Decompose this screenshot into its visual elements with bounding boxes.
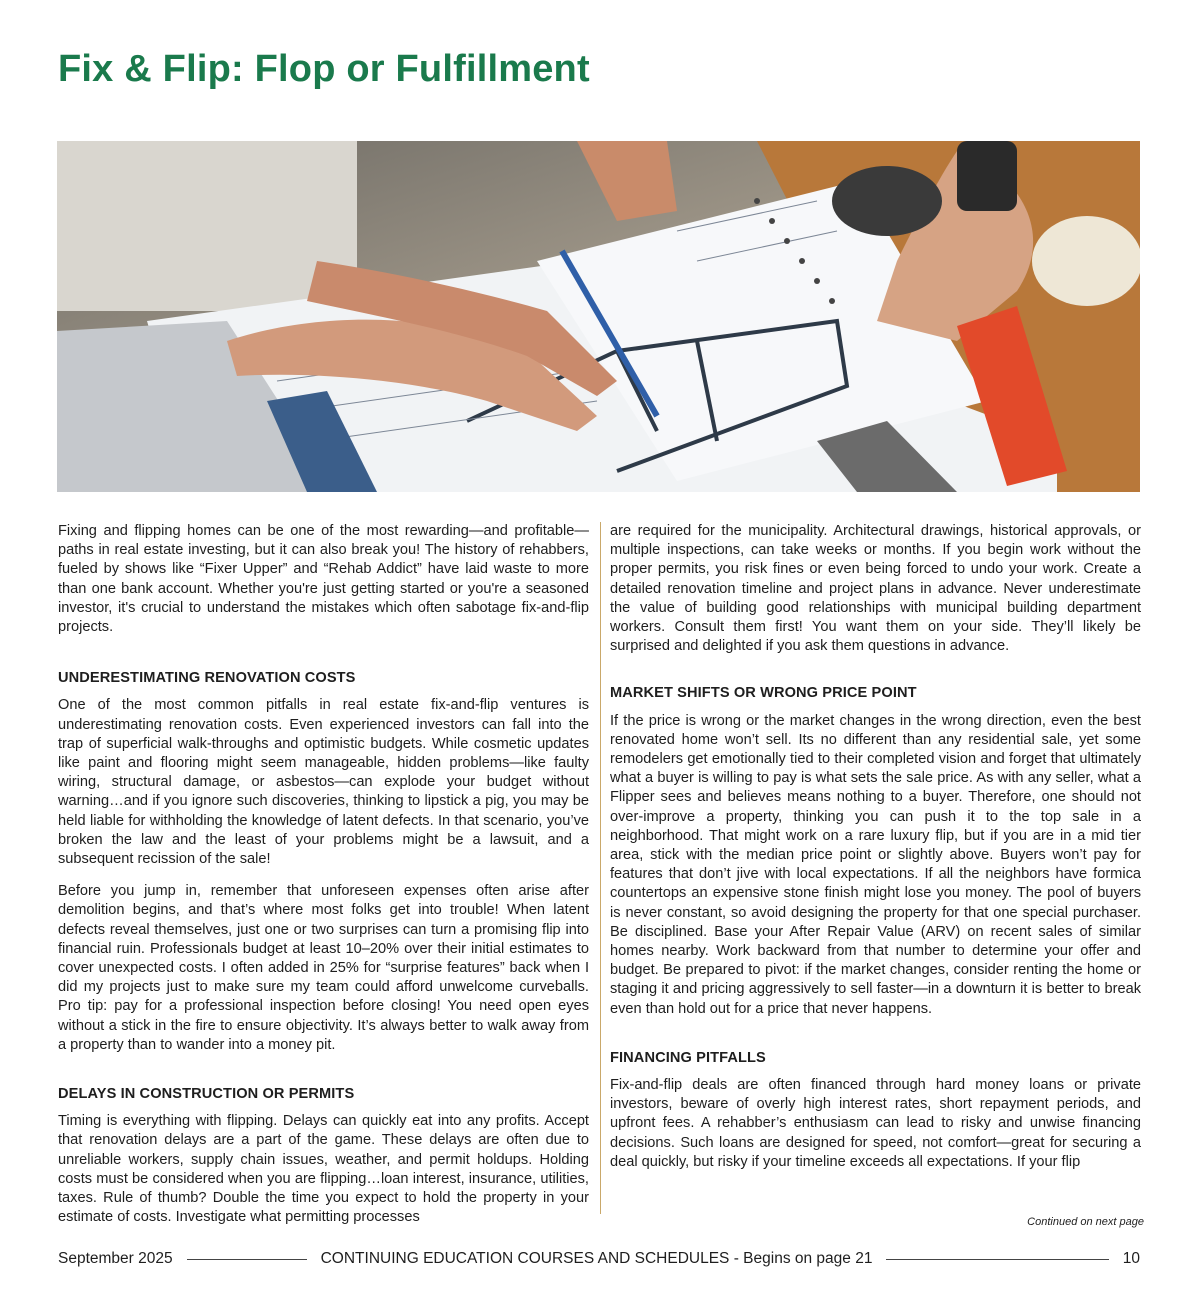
right-column — [610, 522, 1141, 1185]
footer-date: September 2025 — [58, 1250, 173, 1267]
section-paragraph: One of the most common pitfalls in real estate fix-and-flip ventures is underestimating renovation costs. Even experienced investors can fall into the trap of superficial walk-throughs and optimistic budgets. While cosmetic updates like paint and flooring might seem manageable, hidden problems—like faulty wiring, structural damage, or asbestos—can explode your budget without warning…and if you ignore such discoveries, thinking to lipstick a pig, you may be held liable for withholding the knowledge of latent defects. In that scenario, you’ve broken the law and the least of your problems might be a lawsuit, and a subsequent recission of the sale! — [58, 697, 589, 868]
blueprint-photo — [57, 141, 1140, 492]
section-heading: UNDERESTIMATING RENOVATION COSTS — [58, 670, 356, 687]
page-footer — [58, 1248, 1140, 1270]
intro-paragraph: Fixing and flipping homes can be one of the most rewarding—and profitable—paths in real estate investing, but it can also break you! The history of rehabbers, fueled by shows like “Fixer Upper” and “Rehab Addict” have laid waste to more than one bank account. Whether you're just getting started or you're a seasoned investor, it's crucial to understand the mistakes which often sabotage fix-and-flip projects. — [58, 523, 589, 636]
page-number: 10 — [1122, 1250, 1140, 1267]
section-heading: DELAYS IN CONSTRUCTION OR PERMITS — [58, 1086, 355, 1103]
column-divider — [600, 522, 601, 1214]
footer-rule — [886, 1259, 1108, 1260]
section-paragraph: Timing is everything with flipping. Delays can quickly eat into any profits. Accept that renovation delays are a part of the game. These delays are often due to unreliable workers, supply chain issues, weather, and permit holdups. Holding costs must be considered when you are flipping…loan interest, insurance, utilities, taxes. Rule of thumb? Double the time you expect to hold the property in your estimate of costs. Investigate what permitting processes — [58, 1113, 589, 1226]
section-heading: MARKET SHIFTS OR WRONG PRICE POINT — [610, 685, 917, 702]
section-paragraph: Fix-and-flip deals are often financed through hard money loans or private investors, beware of overly high interest rates, short repayment periods, and upfront fees. A rehabber’s enthusiasm can lead to risky and unwise financing decisions. Such loans are designed for speed, not comfort—great for securing a deal quickly, but risky if your timeline exceeds all expectations. If your flip — [610, 1077, 1141, 1170]
left-column — [58, 522, 589, 1241]
section-paragraph: Before you jump in, remember that unforeseen expenses often arise after demolition begins, and that’s where most folks get into trouble! When latent defects reveal themselves, just one or two surprises can turn a promising flip into financial ruin. Professionals budget at least 10–20% over their initial estimates to cover unexpected costs. I often added in 25% for “surprise features” back when I did my projects just to make sure my team could afford unwelcome curveballs. Pro tip: pay for a professional inspection before closing! You need open eyes without a stick in the fire to ensure objectivity. It’s always better to walk away from a property than to wander into a money pit. — [58, 883, 589, 1053]
footer-center-text: CONTINUING EDUCATION COURSES AND SCHEDULES - Begins on page 21 — [320, 1250, 873, 1267]
continuation-paragraph: are required for the municipality. Architectural drawings, historical approvals, or multiple inspections, can take weeks or months. If you begin work without the proper permits, you risk fines or even being forced to undo your work. Create a detailed renovation timeline and project plans in advance. Never underestimate the value of building good relationships with municipal building department workers. Consult them first! You want them on your side. They’ll likely be surprised and delighted if you ask them questions in advance. — [610, 523, 1141, 655]
continued-note: Continued on next page — [1027, 1216, 1144, 1228]
article-title: Fix & Flip: Flop or Fulfillment — [58, 48, 590, 90]
section-heading: FINANCING PITFALLS — [610, 1049, 766, 1066]
footer-rule — [187, 1259, 307, 1260]
section-paragraph: If the price is wrong or the market changes in the wrong direction, even the best renovated home won’t sell. Its no different than any residential sale, yet some remodelers get emotionally tied to their completed vision and forget that ultimately what a buyer is willing to pay is what sets the sale price. As with any seller, what a Flipper sees and believes means nothing to a buyer. Therefore, one should not over-improve a property, thinking you can push it to the top sale in a neighborhood. That might work on a rare luxury flip, but if you are in a mid tier area, stick with the median price point or slightly above. Buyers won’t pay for features that don’t jive with local expectations. If all the neighbors have formica countertops an expensive stone finish might lose you money. The pool of buyers is never constant, so avoid designing the property for that one special purchaser. Be disciplined. Base your After Repair Value (ARV) on recent sales of similar homes nearby. Work backward from that number to determine your offer and budget. Be prepared to pivot: if the market changes, consider renting the home or staging it and pricing aggressively to sell faster—in a downturn it is better to break even than hold out for a price that never happens. — [610, 712, 1141, 1017]
